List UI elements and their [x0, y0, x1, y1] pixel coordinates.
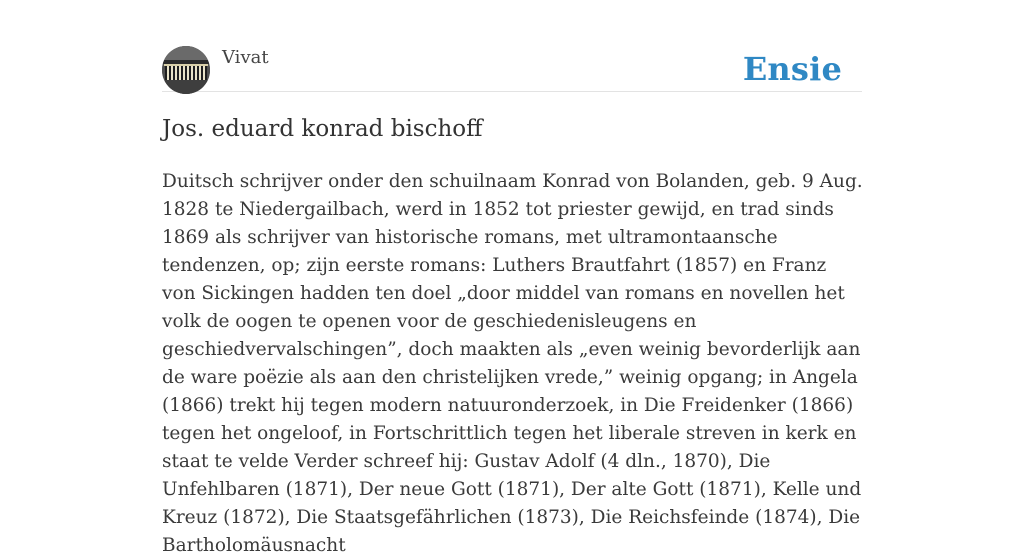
site-name[interactable]: Vivat: [222, 47, 269, 68]
article-body: Duitsch schrijver onder den schuilnaam Konrad von Bolanden, geb. 9 Aug. 1828 te Niedergailbach, werd in 1852 tot priester gewijd, en trad sinds 1869 als schrijver van historische romans, met ultramontaansche tendenzen, op; zijn eerste romans: Luthers Brautfahrt (1857) en Franz von Sickingen hadden ten doel „door middel van romans en novellen het volk de oogen te openen voor de geschiedenisleugens en geschiedvervalschingen”, doch maakten als „even weinig bevorderlijk aan de ware poëzie als aan den christelijken vrede,” weinig opgang; in Angela (1866) trekt hij tegen modern natuuronderzoek, in Die Freidenker (1866) tegen het ongeloof, in Fortschrittlich tegen het liberale streven in kerk en staat te velde Verder schreef hij: Gustav Adolf (4 dln., 1870), Die Unfehlbaren (1871), Der neue Gott (1871), Der alte Gott (1871), Kelle und Kreuz (1872), Die Staatsgefährlichen (1873), Die Reichsfeinde (1874), Die Bartholomäusnacht: [162, 171, 863, 556]
page-title: Jos. eduard konrad bischoff: [162, 116, 483, 142]
books-image-icon: [162, 46, 210, 94]
brand-logo[interactable]: Ensie: [742, 50, 842, 88]
avatar[interactable]: [162, 46, 210, 94]
header: [162, 46, 862, 92]
